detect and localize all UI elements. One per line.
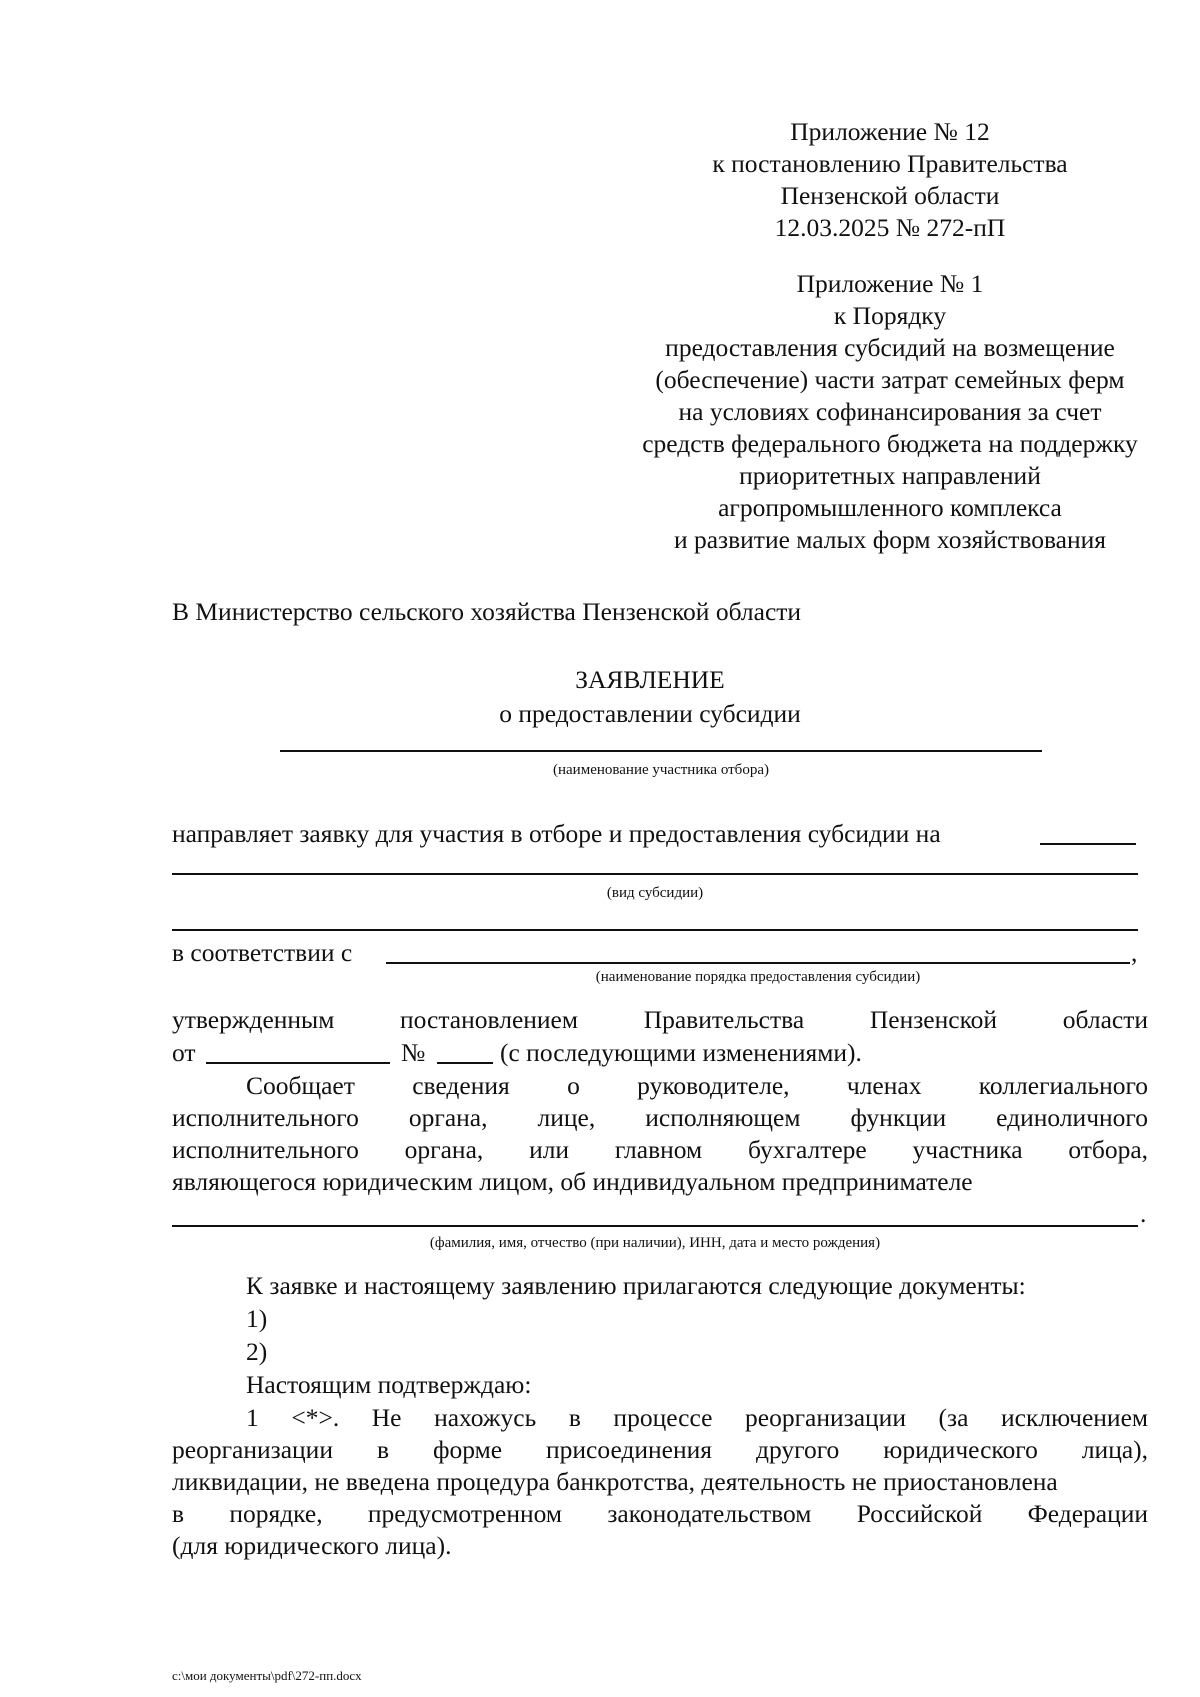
annex1-line: (обеспечение) части затрат семейных ферм: [655, 365, 1125, 394]
word: Сообщает: [246, 1071, 355, 1100]
attached-item-1: 1): [246, 1304, 268, 1333]
attached-text: К заявке и настоящему заявлению прилагаются следующие документы:: [246, 1271, 1026, 1300]
approved-line: [172, 1004, 1148, 1036]
annex1-line: на условиях софинансирования за счет: [678, 397, 1102, 426]
word: Не: [371, 1403, 402, 1432]
subsidy-type-line[interactable]: [172, 873, 1138, 875]
word: области: [1062, 1005, 1148, 1034]
participant-name-line[interactable]: [280, 750, 1042, 752]
clause1-line-2: [172, 1434, 1148, 1466]
word: исполнительного: [172, 1135, 359, 1164]
word: другого: [756, 1435, 840, 1464]
in-accordance-text: в соответствии с: [172, 938, 353, 967]
word: исполняющем: [645, 1103, 801, 1132]
word: в: [568, 1403, 581, 1432]
word: в: [376, 1435, 389, 1464]
annex1-line: предоставления субсидий на возмещение: [665, 333, 1115, 362]
addressee: В Министерство сельского хозяйства Пензенской области: [172, 597, 802, 626]
word: законодательством: [607, 1499, 812, 1528]
period: .: [1140, 1199, 1147, 1228]
word: предусмотренном: [367, 1499, 563, 1528]
annex1-line: приоритетных направлений: [739, 461, 1041, 490]
comma: ,: [1131, 938, 1138, 967]
annex1-line: агропромышленного комплекса: [718, 493, 1062, 522]
word: 1: [246, 1403, 259, 1432]
word: отбора,: [1068, 1135, 1149, 1164]
caption-person: (фамилия, имя, отчество (при наличии), ИНН, дата и место рождения): [429, 1235, 881, 1251]
page-subtitle: о предоставлении субсидии: [499, 699, 801, 728]
approved-tail: (с последующими изменениями).: [500, 1038, 862, 1067]
word: утвержденным: [172, 1005, 335, 1034]
word: <*>.: [291, 1403, 340, 1432]
word: органа,: [404, 1135, 484, 1164]
word: лице,: [537, 1103, 596, 1132]
word: о: [567, 1071, 580, 1100]
number-blank[interactable]: [437, 1062, 493, 1064]
page-title: ЗАЯВЛЕНИЕ: [575, 665, 725, 694]
annex12-line4: 12.03.2025 № 272-пП: [774, 213, 1006, 242]
procedure-name-line[interactable]: [386, 962, 1130, 964]
date-blank[interactable]: [206, 1062, 390, 1064]
attached-item-2: 2): [246, 1337, 268, 1366]
sends-request-text: направляет заявку для участия в отборе и предоставления субсидии на: [172, 819, 941, 848]
annex1-line: Приложение № 1: [796, 269, 984, 298]
word: или: [529, 1135, 570, 1164]
word: реорганизации: [172, 1435, 333, 1464]
footer-file-path: c:\мои документы\pdf\272-пп.docx: [172, 1668, 362, 1683]
annex1-block: [560, 268, 1200, 556]
word: органа,: [408, 1103, 488, 1132]
word: исполнительного: [172, 1103, 359, 1132]
annex1-line: и развитие малых форм хозяйствования: [673, 525, 1107, 554]
word: Федерации: [1027, 1499, 1149, 1528]
annex12-line3: Пензенской области: [780, 181, 1000, 210]
caption-participant: (наименование участника отбора): [553, 762, 769, 778]
word: порядке,: [229, 1499, 323, 1528]
reports-line-4: являющегося юридическим лицом, об индивидуальном предпринимателе: [172, 1167, 973, 1196]
word: в: [172, 1499, 185, 1528]
word: постановлением: [400, 1005, 579, 1034]
word: сведения: [412, 1071, 510, 1100]
clause1-line-1: [246, 1402, 1148, 1434]
word: главном: [614, 1135, 703, 1164]
word: руководителе,: [637, 1071, 790, 1100]
word: лица),: [1081, 1435, 1149, 1464]
word: Российской: [856, 1499, 983, 1528]
word: функции: [850, 1103, 947, 1132]
clause1-line-3: ликвидации, не введена процедура банкротства, деятельность не приостановлена: [172, 1467, 1058, 1496]
approved-from-label: от: [172, 1038, 196, 1067]
caption-subsidy-type: (вид субсидии): [606, 885, 704, 901]
word: Правительства: [643, 1005, 805, 1034]
word: Пензенской: [869, 1005, 998, 1034]
word: процессе: [613, 1403, 713, 1432]
word: бухгалтере: [747, 1135, 867, 1164]
word: единоличного: [996, 1103, 1149, 1132]
clause1-line-4: [172, 1498, 1148, 1530]
word: (за: [938, 1403, 969, 1432]
person-info-line[interactable]: [172, 1225, 1138, 1227]
word: юридического: [883, 1435, 1038, 1464]
word: участника: [912, 1135, 1023, 1164]
reports-line-1: [246, 1070, 1148, 1102]
word: реорганизации: [745, 1403, 906, 1432]
word: нахожусь: [434, 1403, 537, 1432]
word: присоединения: [546, 1435, 713, 1464]
word: членах: [846, 1071, 922, 1100]
caption-procedure: (наименование порядка предоставления субсидии): [595, 969, 921, 985]
approved-no-label: №: [401, 1038, 426, 1067]
confirm-text: Настоящим подтверждаю:: [246, 1370, 532, 1399]
reports-line-2: [172, 1102, 1148, 1134]
annex1-line: средств федерального бюджета на поддержку: [642, 429, 1138, 458]
annex12-line2: к постановлению Правительства: [712, 149, 1068, 178]
annex12-title: Приложение № 12: [790, 117, 990, 146]
reports-line-3: [172, 1134, 1148, 1166]
annex1-line: к Порядку: [833, 301, 947, 330]
word: форме: [432, 1435, 503, 1464]
annex12-block: [600, 116, 1180, 244]
subsidy-type-blank[interactable]: [1040, 843, 1136, 845]
clause1-line-5: (для юридического лица).: [172, 1531, 452, 1560]
word: коллегиального: [978, 1071, 1149, 1100]
word: исключением: [1000, 1403, 1149, 1432]
blank-line[interactable]: [172, 929, 1138, 931]
